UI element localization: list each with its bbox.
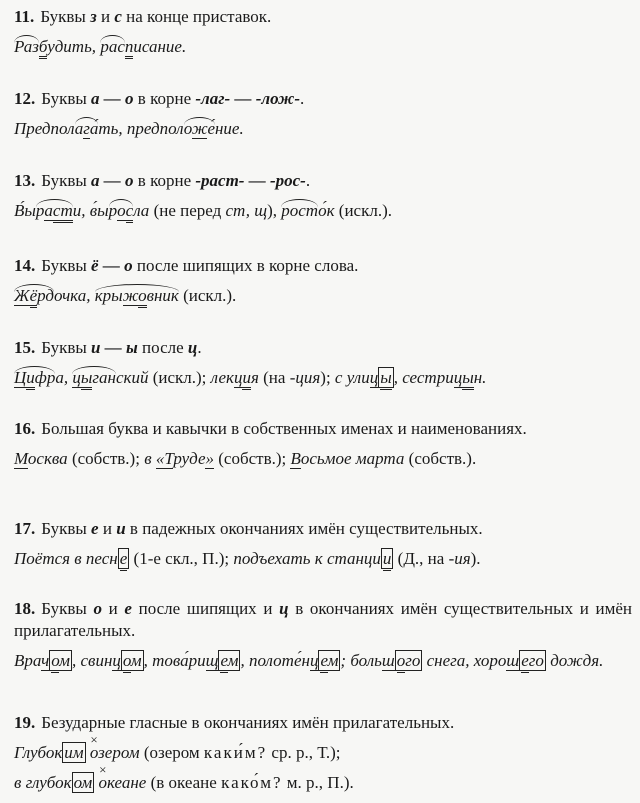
rule-13 bbox=[14, 170, 632, 222]
rule-12 bbox=[14, 88, 632, 140]
rule-example: Предполага ́ть, предположе ́ние. bbox=[14, 118, 632, 140]
rule-heading: 17. Буквы е и и в падежных окончаниях имён существительных. bbox=[14, 519, 483, 538]
rule-14 bbox=[14, 255, 632, 307]
rule-example: Разбудить, расписание. bbox=[14, 36, 632, 58]
rule-example: Цифра, цыганский (искл.); лекция (на -ция); с улиц ы , сестрицын. bbox=[14, 367, 632, 389]
rule-number: 13. bbox=[14, 171, 36, 190]
rule-heading: 15. Буквы и — ы после ц. bbox=[14, 338, 202, 357]
rule-example: Поётся в песн е (1-е скл., П.); подъехать к станци и (Д., на -ия). bbox=[14, 548, 632, 570]
rule-example: В ́ырасти, в ́ыросла (не перед ст, щ), росто ́к (искл.). bbox=[14, 200, 632, 222]
rule-heading: 12. Буквы а — о в корне -лаг- — -лож-. bbox=[14, 89, 305, 108]
rule-heading: 13. Буквы а — о в корне -раст- — -рос-. bbox=[14, 171, 311, 190]
rule-number: 19. bbox=[14, 713, 36, 732]
rule-example: Жёрдочка, крыжовник (искл.). bbox=[14, 285, 632, 307]
rule-heading: 19. Безударные гласные в окончаниях имён прилагательных. bbox=[14, 713, 455, 732]
rule-number: 18. bbox=[14, 599, 36, 618]
rule-16 bbox=[14, 418, 632, 470]
rule-heading: 14. Буквы ё — о после шипящих в корне слова. bbox=[14, 256, 359, 275]
rule-heading: 11. Буквы з и с на конце приставок. bbox=[14, 7, 272, 26]
rule-number: 15. bbox=[14, 338, 36, 357]
rule-11 bbox=[14, 6, 632, 58]
rule-heading: 18. Буквы о и е после шипящих и ц в окончаниях имён существительных и имён прилагательных. bbox=[14, 599, 633, 640]
rule-number: 14. bbox=[14, 256, 36, 275]
rule-number: 16. bbox=[14, 419, 36, 438]
rule-example-2: в глубок ом × океане (в океане како ́м? м. р., П.). bbox=[14, 772, 632, 794]
rule-15 bbox=[14, 337, 632, 389]
rule-number: 17. bbox=[14, 519, 36, 538]
rule-18 bbox=[14, 598, 632, 672]
rule-number: 11. bbox=[14, 7, 35, 26]
rule-heading: 16. Большая буква и кавычки в собственных именах и наименованиях. bbox=[14, 419, 527, 438]
rule-number: 12. bbox=[14, 89, 36, 108]
rule-17 bbox=[14, 518, 632, 570]
rule-example: Врач ом , свинц ом , това ́рищ ем , полоте ́нц ем ; больш ого снега, хорош его дождя. bbox=[14, 650, 632, 672]
rule-example: Москва (собств.); в «Труде» (собств.); Восьмое марта (собств.). bbox=[14, 449, 477, 468]
rule-19 bbox=[14, 712, 632, 794]
rule-example: Глубок им × озером (озером каки ́м? ср. р., Т.); bbox=[14, 742, 632, 764]
